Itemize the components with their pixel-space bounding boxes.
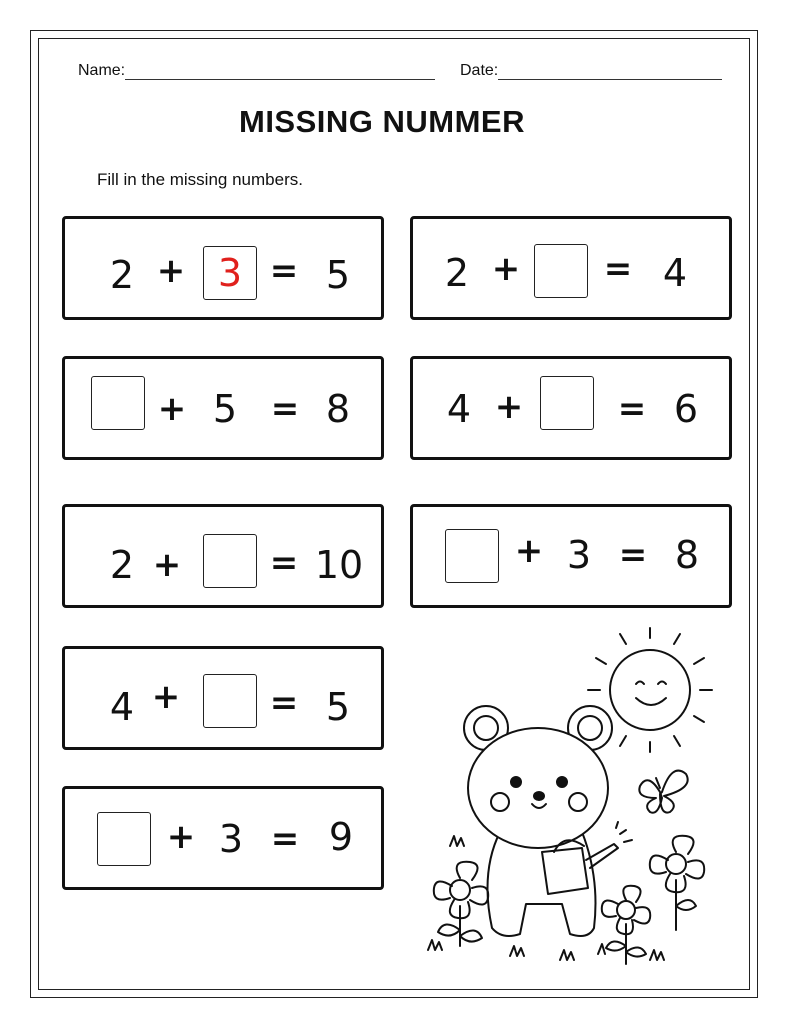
equals-sign: = — [603, 249, 633, 289]
result: 9 — [328, 815, 354, 859]
equals-sign: = — [617, 389, 647, 429]
answer-box[interactable] — [97, 812, 151, 866]
operand: 3 — [218, 817, 244, 861]
operand: 3 — [566, 533, 592, 577]
equals-sign: = — [269, 251, 299, 291]
answer-box[interactable] — [203, 246, 257, 300]
operand: 2 — [444, 251, 470, 295]
plus-sign: + — [514, 531, 544, 571]
problem-card-6 — [410, 504, 732, 608]
plus-sign: + — [156, 251, 186, 291]
equals-sign: = — [618, 535, 648, 575]
date-line[interactable] — [498, 79, 722, 80]
filled-answer: 3 — [217, 251, 243, 295]
result: 8 — [325, 387, 351, 431]
answer-box[interactable] — [203, 674, 257, 728]
bear-watering-flowers-icon — [420, 620, 740, 980]
plus-sign: + — [151, 677, 181, 717]
answer-box[interactable] — [534, 244, 588, 298]
problem-card-5 — [62, 504, 384, 608]
flower-icon — [650, 836, 704, 930]
plus-sign: + — [166, 817, 196, 857]
problem-card-3 — [62, 356, 384, 460]
equals-sign: = — [269, 683, 299, 723]
name-field[interactable] — [78, 62, 435, 80]
plus-sign: + — [152, 545, 182, 585]
operand: 4 — [446, 387, 472, 431]
date-field[interactable] — [460, 62, 722, 80]
page-title: MISSING NUMMER — [239, 104, 525, 139]
plus-sign: + — [157, 389, 187, 429]
problem-card-1 — [62, 216, 384, 320]
result: 8 — [674, 533, 700, 577]
name-line[interactable] — [125, 79, 435, 80]
result: 5 — [325, 685, 351, 729]
date-label: Date: — [460, 62, 499, 79]
answer-box[interactable] — [91, 376, 145, 430]
operand: 2 — [109, 543, 135, 587]
name-label: Name: — [78, 62, 126, 79]
answer-box[interactable] — [203, 534, 257, 588]
result: 6 — [673, 387, 699, 431]
flower-icon — [602, 886, 650, 964]
flower-icon — [434, 862, 488, 946]
result: 10 — [314, 543, 364, 587]
answer-box[interactable] — [445, 529, 499, 583]
problem-card-8 — [62, 786, 384, 890]
equals-sign: = — [269, 543, 299, 583]
equals-sign: = — [270, 389, 300, 429]
result: 5 — [325, 253, 351, 297]
answer-box[interactable] — [540, 376, 594, 430]
instruction-text: Fill in the missing numbers. — [97, 170, 303, 189]
equals-sign: = — [270, 819, 300, 859]
operand: 5 — [212, 387, 238, 431]
operand: 2 — [109, 253, 135, 297]
butterfly-icon — [639, 771, 687, 813]
problem-card-7 — [62, 646, 384, 750]
result: 4 — [662, 251, 688, 295]
operand: 4 — [109, 685, 135, 729]
plus-sign: + — [491, 249, 521, 289]
problem-card-4 — [410, 356, 732, 460]
plus-sign: + — [494, 387, 524, 427]
problem-card-2 — [410, 216, 732, 320]
